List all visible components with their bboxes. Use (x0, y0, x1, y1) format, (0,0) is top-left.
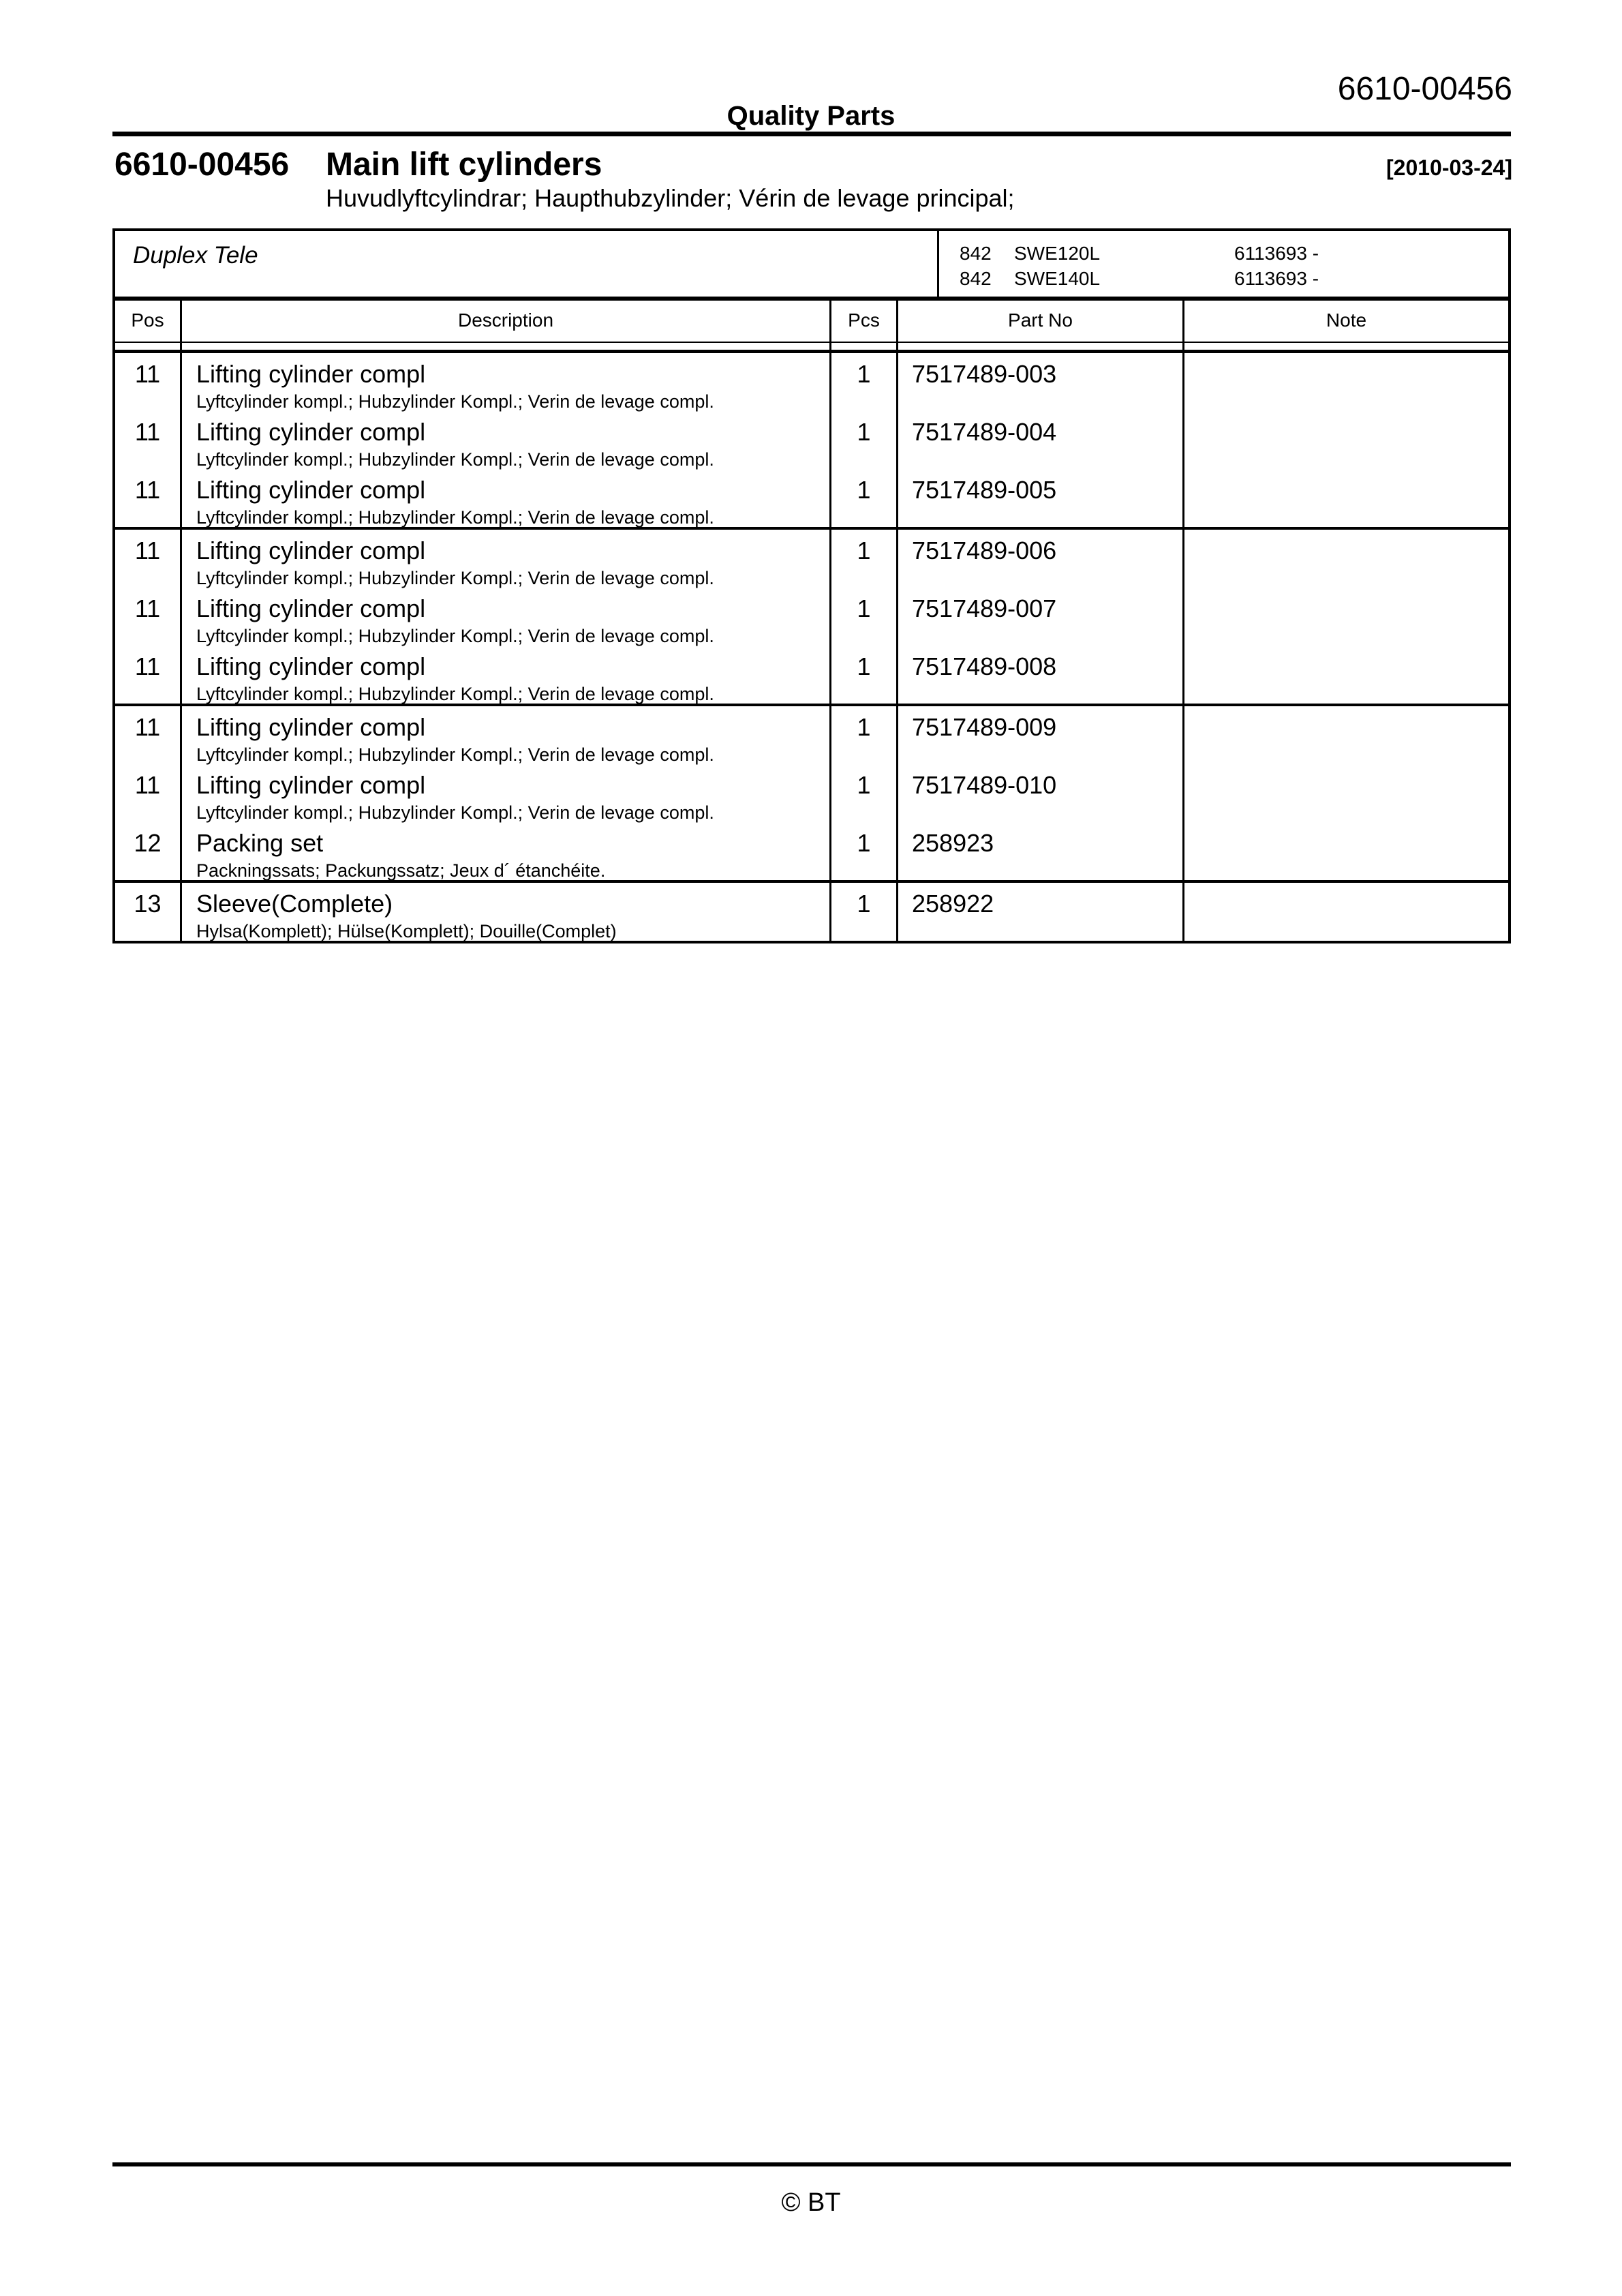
pcs-cell: 1 (831, 588, 898, 647)
description-main: Lifting cylinder compl (196, 652, 426, 680)
separator-cell (1184, 343, 1508, 350)
part-no-cell: 7517489-009 (898, 706, 1184, 766)
copyright: © BT (781, 2188, 841, 2217)
footer-rule (112, 2162, 1511, 2166)
part-no-cell: 7517489-010 (898, 764, 1184, 824)
table-row (115, 588, 1508, 646)
variant-code: 842 (960, 243, 992, 264)
header-rule (112, 132, 1511, 136)
description-alt: Lyftcylinder kompl.; Hubzylinder Kompl.; Verin de levage compl. (196, 568, 714, 588)
note-cell (1184, 822, 1508, 881)
description-main: Lifting cylinder compl (196, 771, 426, 799)
header-separator (115, 343, 1508, 353)
pcs-cell: 1 (831, 883, 898, 942)
description-cell (182, 822, 831, 881)
note-cell (1184, 469, 1508, 528)
description-main: Lifting cylinder compl (196, 713, 426, 741)
description-alt: Lyftcylinder kompl.; Hubzylinder Kompl.; Verin de levage compl. (196, 391, 714, 412)
column-header-pos: Pos (115, 301, 182, 342)
table-row (115, 353, 1508, 411)
description-main: Lifting cylinder compl (196, 537, 426, 564)
description-alt: Lyftcylinder kompl.; Hubzylinder Kompl.; Verin de levage compl. (196, 626, 714, 646)
pcs-cell: 1 (831, 822, 898, 881)
column-header-part-no: Part No (898, 301, 1184, 342)
description-cell (182, 530, 831, 589)
variant-model: SWE140L (1014, 268, 1101, 289)
column-header-pcs: Pcs (831, 301, 898, 342)
description-main: Lifting cylinder compl (196, 360, 426, 388)
table-row (115, 883, 1508, 941)
description-cell (182, 353, 831, 412)
pcs-cell: 1 (831, 706, 898, 766)
description-main: Sleeve(Complete) (196, 890, 393, 918)
description-main: Lifting cylinder compl (196, 418, 426, 446)
pos-cell: 11 (115, 706, 182, 766)
column-header-row (115, 301, 1508, 343)
model-name: Duplex Tele (133, 242, 258, 269)
pos-cell: 12 (115, 822, 182, 881)
pcs-cell: 1 (831, 469, 898, 528)
note-cell (1184, 764, 1508, 824)
pos-cell: 11 (115, 411, 182, 470)
note-cell (1184, 706, 1508, 766)
revision-date: [2010-03-24] (1386, 155, 1512, 180)
table-row (115, 822, 1508, 880)
variant-row (960, 241, 1508, 266)
variant-serial: 6113693 - (1234, 243, 1319, 264)
model-header-box (115, 231, 1508, 301)
row-group (115, 706, 1508, 883)
title-doc-number: 6610-00456 (114, 147, 290, 183)
note-cell (1184, 646, 1508, 705)
parts-table (112, 228, 1511, 943)
part-no-cell: 7517489-004 (898, 411, 1184, 470)
note-cell (1184, 411, 1508, 470)
description-alt: Packningssats; Packungssatz; Jeux d´ étanchéite. (196, 860, 606, 881)
table-row (115, 764, 1508, 822)
description-alt: Lyftcylinder kompl.; Hubzylinder Kompl.; Verin de levage compl. (196, 802, 714, 823)
pos-cell: 11 (115, 353, 182, 412)
description-alt: Lyftcylinder kompl.; Hubzylinder Kompl.; Verin de levage compl. (196, 449, 714, 470)
part-no-cell: 7517489-005 (898, 469, 1184, 528)
pcs-cell: 1 (831, 411, 898, 470)
pos-cell: 11 (115, 530, 182, 589)
page-title: Main lift cylinders (326, 147, 602, 183)
part-no-cell: 7517489-008 (898, 646, 1184, 705)
column-header-description: Description (182, 301, 831, 342)
separator-cell (182, 343, 831, 350)
description-cell (182, 646, 831, 705)
variant-model: SWE120L (1014, 243, 1101, 264)
note-cell (1184, 883, 1508, 942)
description-cell (182, 883, 831, 942)
description-main: Packing set (196, 829, 324, 857)
part-no-cell: 7517489-006 (898, 530, 1184, 589)
pos-cell: 11 (115, 469, 182, 528)
separator-cell (898, 343, 1184, 350)
row-group (115, 883, 1508, 941)
description-main: Lifting cylinder compl (196, 594, 426, 622)
variant-serial: 6113693 - (1234, 268, 1319, 289)
pos-cell: 11 (115, 588, 182, 647)
table-row (115, 706, 1508, 764)
pcs-cell: 1 (831, 353, 898, 412)
description-cell (182, 469, 831, 528)
part-no-cell: 7517489-003 (898, 353, 1184, 412)
header-center-title: Quality Parts (726, 101, 896, 131)
note-cell (1184, 353, 1508, 412)
note-cell (1184, 530, 1508, 589)
table-row (115, 530, 1508, 588)
description-alt: Hylsa(Komplett); Hülse(Komplett); Douille(Complet) (196, 921, 617, 941)
pos-cell: 13 (115, 883, 182, 942)
pcs-cell: 1 (831, 530, 898, 589)
row-group (115, 353, 1508, 530)
separator-cell (115, 343, 182, 350)
description-alt: Lyftcylinder kompl.; Hubzylinder Kompl.; Verin de levage compl. (196, 507, 714, 528)
description-cell (182, 411, 831, 470)
description-alt: Lyftcylinder kompl.; Hubzylinder Kompl.; Verin de levage compl. (196, 684, 714, 704)
variant-code: 842 (960, 268, 992, 289)
separator-cell (831, 343, 898, 350)
description-main: Lifting cylinder compl (196, 476, 426, 504)
row-group (115, 530, 1508, 706)
table-row (115, 411, 1508, 469)
description-alt: Lyftcylinder kompl.; Hubzylinder Kompl.; Verin de levage compl. (196, 744, 714, 765)
column-header-note: Note (1326, 309, 1367, 331)
pcs-cell: 1 (831, 764, 898, 824)
pos-cell: 11 (115, 764, 182, 824)
pos-cell: 11 (115, 646, 182, 705)
table-row (115, 469, 1508, 527)
variant-row (960, 266, 1508, 291)
pcs-cell: 1 (831, 646, 898, 705)
note-cell (1184, 588, 1508, 647)
description-cell (182, 588, 831, 647)
part-no-cell: 258922 (898, 883, 1184, 942)
table-row (115, 646, 1508, 704)
part-no-cell: 7517489-007 (898, 588, 1184, 647)
model-variants (937, 231, 1508, 297)
part-no-cell: 258923 (898, 822, 1184, 881)
description-cell (182, 764, 831, 824)
parts-table-body (115, 353, 1508, 941)
header-doc-number: 6610-00456 (1337, 71, 1512, 107)
page-subtitle: Huvudlyftcylindrar; Haupthubzylinder; Vérin de levage principal; (326, 184, 1015, 212)
description-cell (182, 706, 831, 766)
